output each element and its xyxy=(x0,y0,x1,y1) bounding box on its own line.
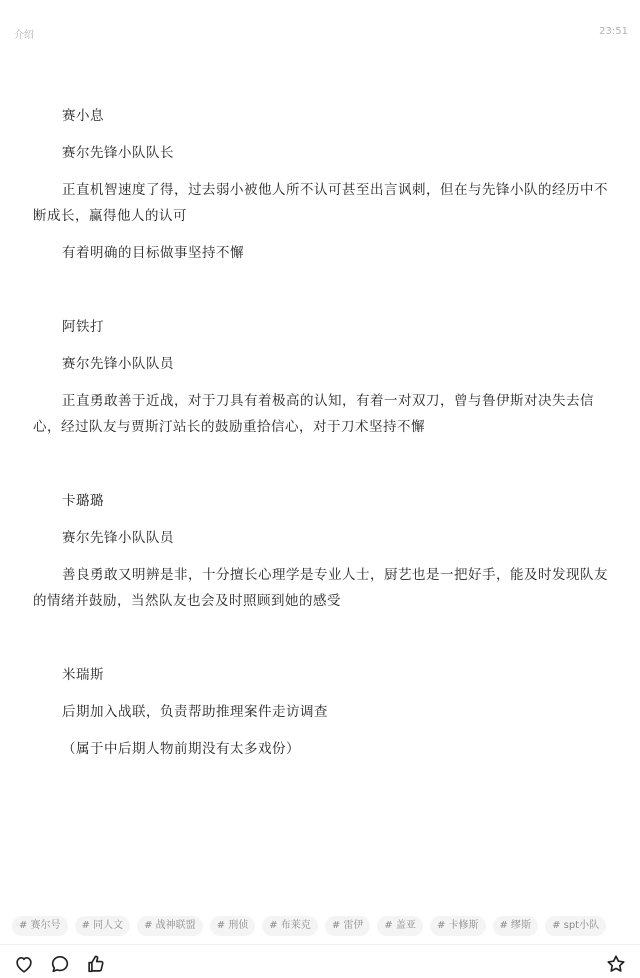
star-icon[interactable] xyxy=(605,953,627,975)
tag-chip[interactable]: # spt小队 xyxy=(545,916,606,936)
heart-icon[interactable] xyxy=(13,953,35,975)
character-role: 赛尔先锋小队队员 xyxy=(62,356,174,372)
tag-chip[interactable]: # 赛尔号 xyxy=(12,916,68,936)
page-title: 介绍 xyxy=(14,30,34,41)
character-name: 赛小息 xyxy=(62,108,104,124)
character-description: 正直机智速度了得，过去弱小被他人所不认可甚至出言讽刺，但在与先锋小队的经历中不断成长，赢得他人的认可 xyxy=(33,182,608,224)
tag-chip[interactable]: # 同人文 xyxy=(75,916,131,936)
top-bar xyxy=(14,26,628,42)
character-name: 阿铁打 xyxy=(62,319,104,335)
thumbs-up-icon[interactable] xyxy=(85,953,107,975)
character-name: 卡璐璐 xyxy=(62,493,104,509)
tag-chip[interactable]: # 缪斯 xyxy=(493,916,539,936)
comment-icon[interactable] xyxy=(49,953,71,975)
tag-chip[interactable]: # 刑侦 xyxy=(210,916,256,936)
article-body xyxy=(33,103,608,762)
character-description: （属于中后期人物前期没有太多戏份） xyxy=(62,741,300,757)
character-name: 米瑞斯 xyxy=(62,667,104,683)
character-description: 正直勇敢善于近战，对于刀具有着极高的认知，有着一对双刀，曾与鲁伊斯对决失去信心，经过队友与贾斯汀站长的鼓励重拾信心，对于刀术坚持不懈 xyxy=(33,393,594,435)
tag-chip[interactable]: # 卡修斯 xyxy=(430,916,486,936)
tag-chip[interactable]: # 布莱克 xyxy=(262,916,318,936)
character-role: 赛尔先锋小队队员 xyxy=(62,530,174,546)
character-role: 赛尔先锋小队队长 xyxy=(62,145,174,161)
character-role: 后期加入战联，负责帮助推理案件走访调查 xyxy=(62,704,328,720)
character-description: 善良勇敢又明辨是非，十分擅长心理学是专业人士，厨艺也是一把好手，能及时发现队友的情绪并鼓励，当然队友也会及时照顾到她的感受 xyxy=(33,567,608,609)
character-description: 有着明确的目标做事坚持不懈 xyxy=(62,245,244,261)
status-time: 23:51 xyxy=(599,26,628,37)
tag-chip[interactable]: # 战神联盟 xyxy=(137,916,203,936)
tag-chip[interactable]: # 雷伊 xyxy=(325,916,371,936)
tag-chip[interactable]: # 盖亚 xyxy=(377,916,423,936)
tag-list xyxy=(12,916,628,936)
divider xyxy=(0,944,640,945)
action-bar xyxy=(13,953,627,975)
